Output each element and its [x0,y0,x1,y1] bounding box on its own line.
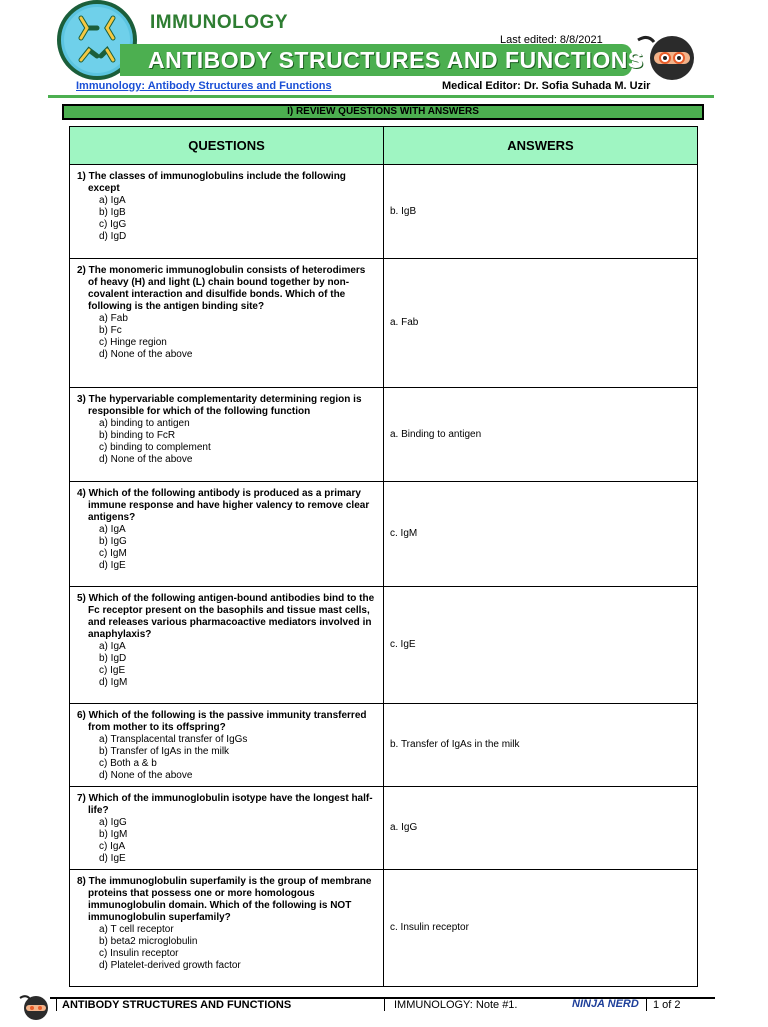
question-text: 6) Which of the following is the passive immunity transferred from mother to its offspring? [77,710,367,733]
answers-header: ANSWERS [384,127,698,165]
answer-cell: a. Binding to antigen [384,388,698,482]
answer-cell: c. IgM [384,482,698,587]
question-text: 2) The monomeric immunoglobulin consists of heterodimers of heavy (H) and light (L) chain bound together by non-covalent interaction and disulfide bonds. Which of the following is the antigen binding site? [77,265,366,312]
option: a) Fab [99,313,128,324]
footer-separator [646,997,647,1011]
option: a) T cell receptor [99,924,174,935]
option: b) beta2 microglobulin [99,936,198,947]
subject-title: IMMUNOLOGY [150,12,288,33]
answer-cell: a. Fab [384,259,698,388]
topic-link[interactable]: Immunology: Antibody Structures and Functions [76,80,332,92]
option: a) IgA [99,195,126,206]
option: a) Transplacental transfer of IgGs [99,734,248,745]
footer-note: IMMUNOLOGY: Note #1. [394,999,518,1011]
footer-ninja-icon [18,992,52,1022]
option: a) IgA [99,641,126,652]
question-text: 3) The hypervariable complementarity determining region is responsible for which of the following function [77,394,362,417]
answer-cell: c. Insulin receptor [384,870,698,987]
option: d) IgM [99,677,128,688]
ninja-mascot-icon [634,28,700,84]
option: c) Both a & b [99,758,157,769]
table-row [70,482,698,587]
option: a) binding to antigen [99,418,190,429]
question-text: 1) The classes of immunoglobulins include the following except [77,171,346,194]
question-text: 5) Which of the following antigen-bound antibodies bind to the Fc receptor present on the basophils and tissue mast cells, and releases various pharmacoactive mediators involved in anaphylaxis? [77,593,375,640]
option: c) binding to complement [99,442,211,453]
option: d) None of the above [99,454,193,465]
answer-cell: c. IgE [384,587,698,704]
table-row [70,259,698,388]
page-title: ANTIBODY STRUCTURES AND FUNCTIONS [148,47,644,73]
option: c) IgG [99,219,127,230]
table-row [70,388,698,482]
question-text: 7) Which of the immunoglobulin isotype have the longest half-life? [77,793,373,816]
option: b) Fc [99,325,122,336]
section-heading: I) REVIEW QUESTIONS WITH ANSWERS [62,104,704,120]
option: d) None of the above [99,770,193,781]
option: b) IgB [99,207,126,218]
answer-cell: b. IgB [384,165,698,259]
answer-cell: b. Transfer of IgAs in the milk [384,704,698,787]
option: c) IgM [99,548,127,559]
option: d) IgE [99,560,126,571]
table-row [70,165,698,259]
question-text: 8) The immunoglobulin superfamily is the group of membrane proteins that possess one or more homologous immunoglobulin domain. Which of the following is NOT immunoglobulin superfamily? [77,876,372,923]
ninja-nerd-logo: NINJA NERD [572,998,639,1010]
medical-editor: Medical Editor: Dr. Sofia Suhada M. Uzir [442,80,651,92]
option: d) None of the above [99,349,193,360]
last-edited: Last edited: 8/8/2021 [500,34,603,46]
header-divider [48,95,714,98]
option: b) IgM [99,829,128,840]
footer-separator [56,997,57,1011]
option: b) IgG [99,536,127,547]
table-row [70,787,698,870]
option: b) IgD [99,653,127,664]
option: c) Insulin receptor [99,948,179,959]
option: a) IgG [99,817,127,828]
footer-title: ANTIBODY STRUCTURES AND FUNCTIONS [62,999,292,1011]
option: d) IgE [99,853,126,864]
table-row [70,870,698,987]
page-number: 1 of 2 [653,999,681,1011]
option: b) binding to FcR [99,430,176,441]
option: b) Transfer of IgAs in the milk [99,746,230,757]
table-row [70,587,698,704]
option: c) IgE [99,665,126,676]
option: a) IgA [99,524,126,535]
answer-cell: a. IgG [384,787,698,870]
question-text: 4) Which of the following antibody is produced as a primary immune response and have higher valency to remove clear antigens? [77,488,370,523]
footer-separator [384,997,385,1011]
qa-table [69,126,698,987]
option: d) Platelet-derived growth factor [99,960,241,971]
table-row [70,704,698,787]
option: c) Hinge region [99,337,167,348]
questions-header: QUESTIONS [70,127,384,165]
option: c) IgA [99,841,126,852]
option: d) IgD [99,231,127,242]
